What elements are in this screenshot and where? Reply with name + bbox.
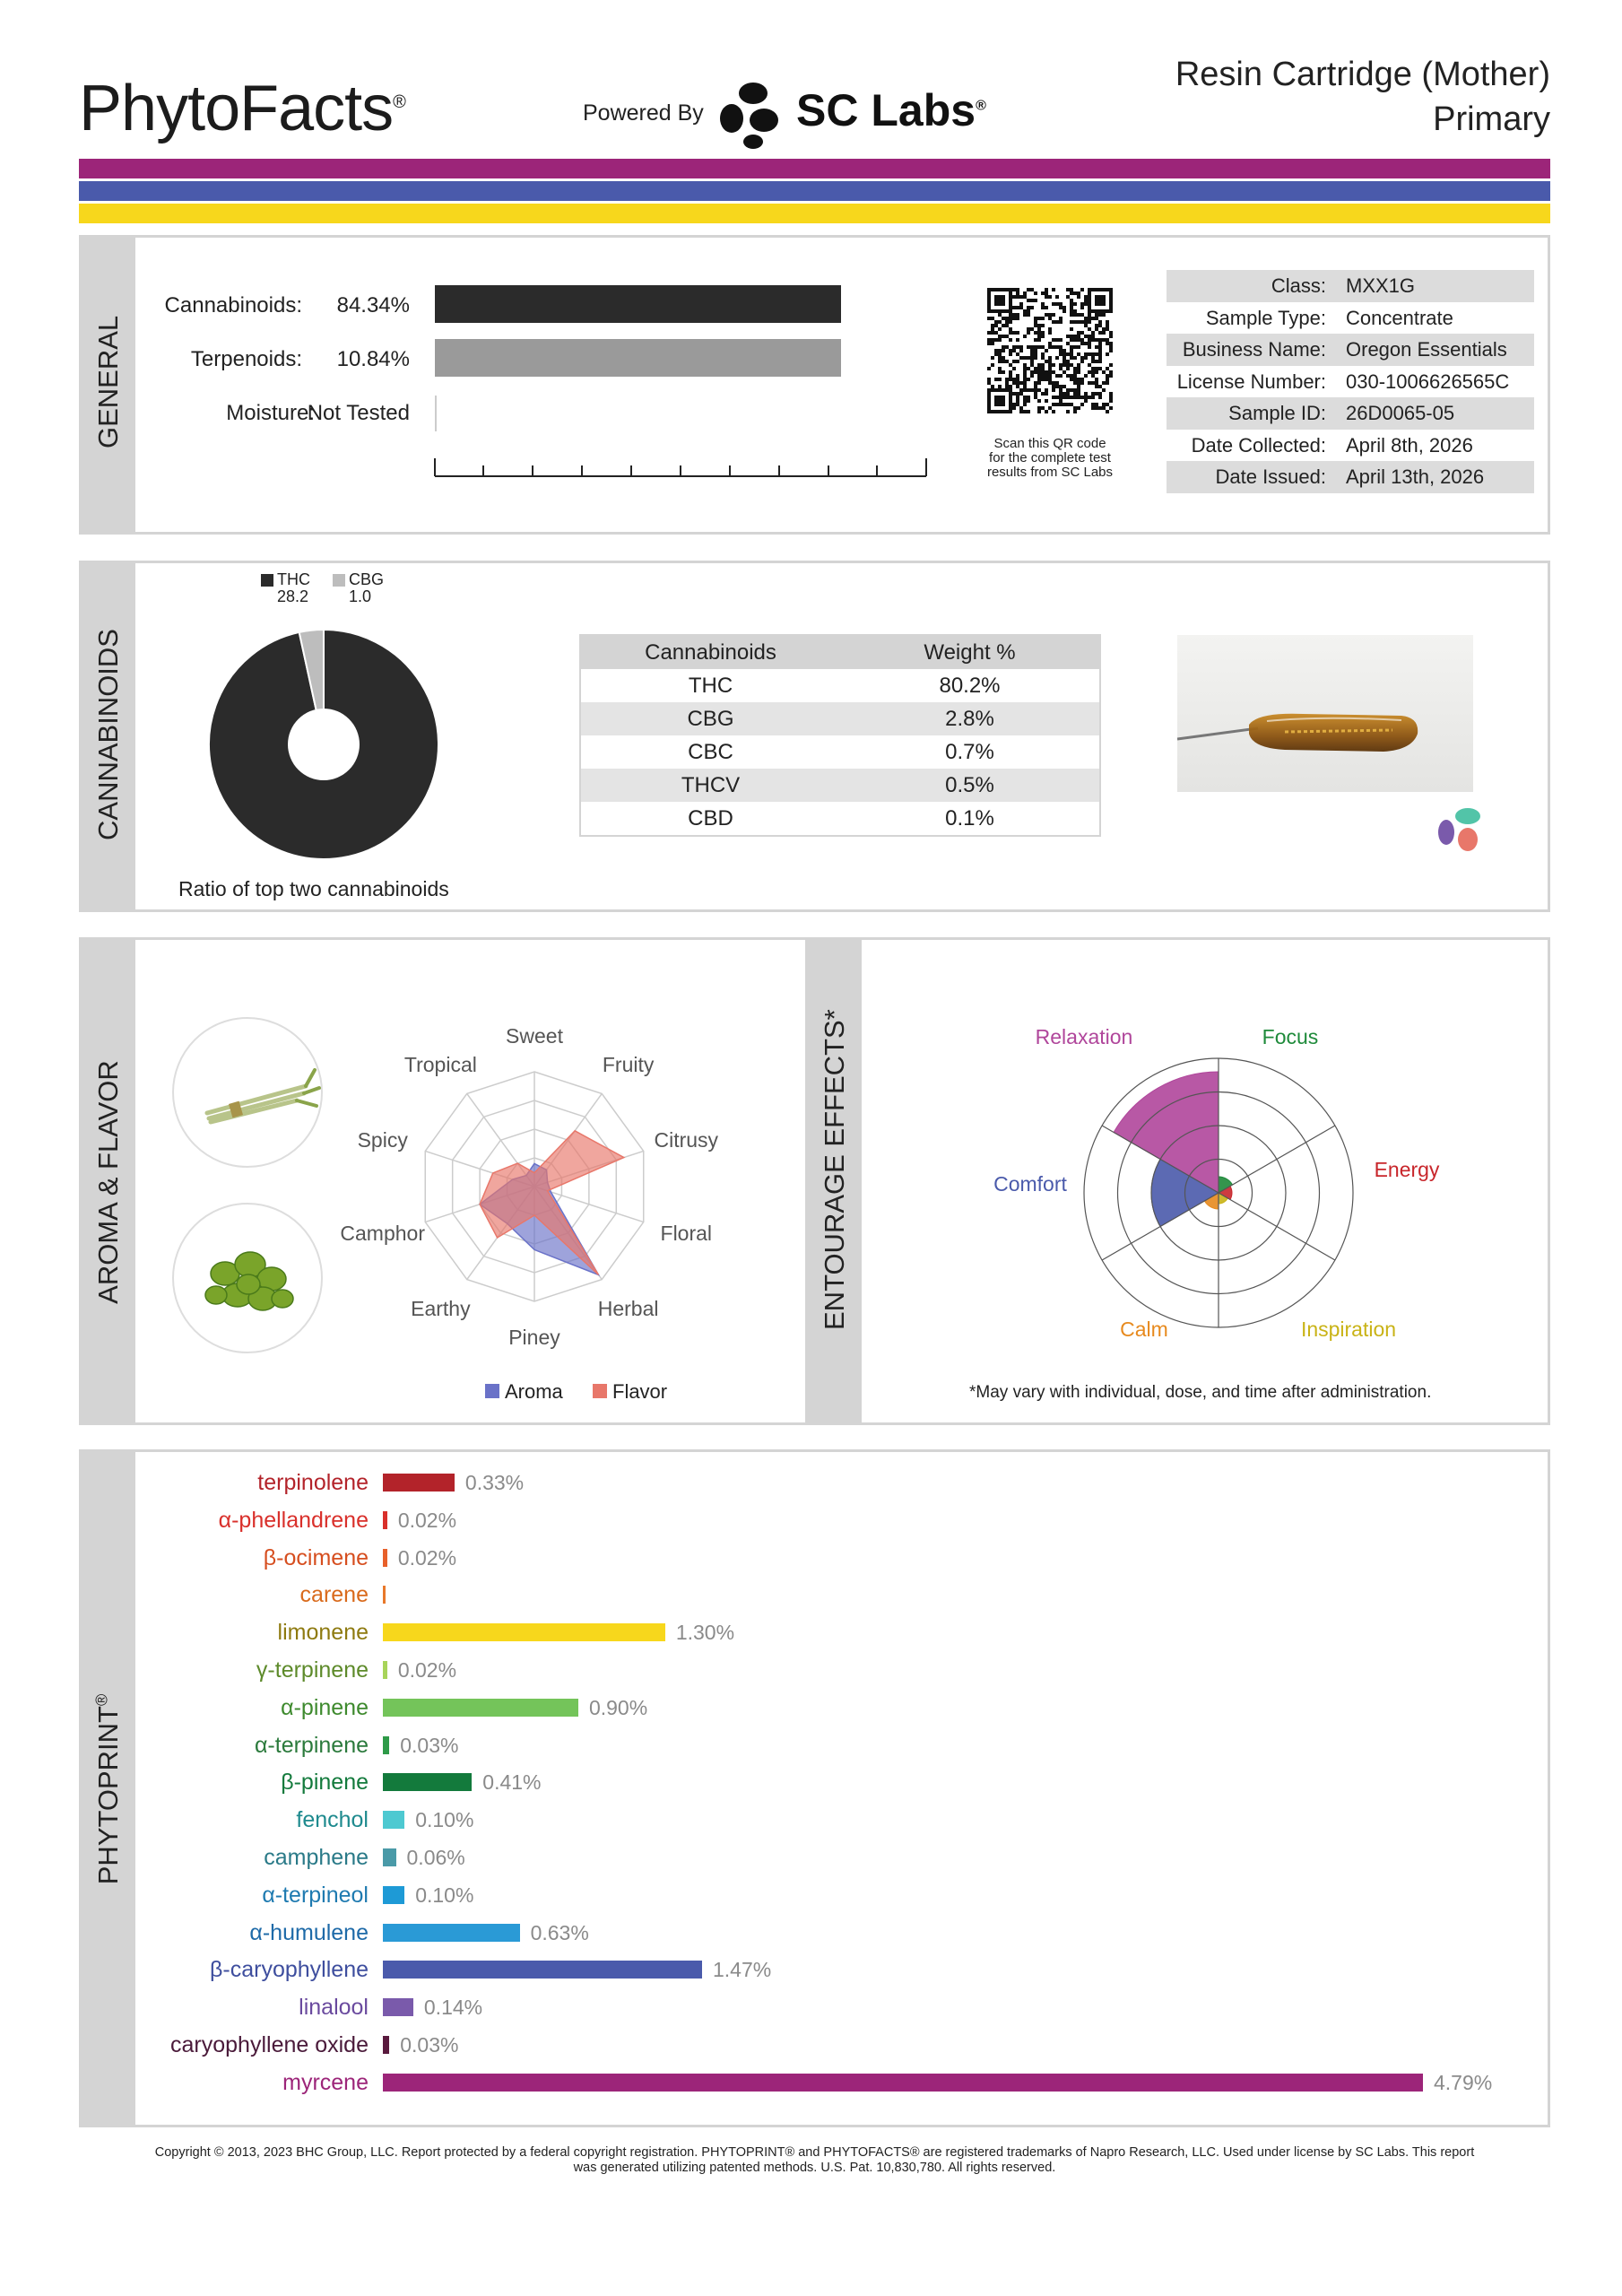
terpene-value: 1.47% bbox=[712, 1958, 772, 1982]
terpene-value: 0.03% bbox=[400, 1733, 459, 1757]
cannabinoids-label: Cannabinoids: bbox=[164, 293, 302, 317]
terpene-bar bbox=[383, 1699, 578, 1717]
legend-aroma-swatch bbox=[485, 1384, 499, 1398]
terpenoids-value: 10.84% bbox=[336, 347, 410, 371]
meta-row bbox=[1167, 366, 1534, 398]
terpene-label: β-ocimene bbox=[263, 1544, 369, 1570]
terpene-bar bbox=[383, 1586, 386, 1604]
aroma-section-label: AROMA & FLAVOR bbox=[92, 1060, 124, 1304]
phytoprint-section-label: PHYTOPRINT® bbox=[92, 1693, 124, 1885]
terpene-bar bbox=[383, 1811, 404, 1829]
table-cell: THC bbox=[688, 673, 733, 698]
ratio-donut-chart bbox=[207, 628, 440, 861]
meta-key: Sample ID: bbox=[1228, 402, 1326, 424]
legend-thc-swatch bbox=[261, 574, 273, 587]
table-header-cell: Weight % bbox=[924, 639, 1016, 665]
radar-axis-label: Tropical bbox=[403, 1053, 477, 1077]
aroma-panel bbox=[79, 937, 813, 1425]
terpene-value: 4.79% bbox=[1434, 2070, 1493, 2094]
terpene-value: 0.06% bbox=[406, 1846, 465, 1869]
sc-labs-logo: SC Labs® bbox=[796, 85, 986, 135]
terpene-value: 0.10% bbox=[415, 1808, 474, 1832]
table-row bbox=[581, 769, 1099, 802]
radar-axis-label: Fruity bbox=[602, 1053, 655, 1077]
ratio-caption: Ratio of top two cannabinoids bbox=[178, 877, 449, 900]
table-row bbox=[581, 802, 1099, 835]
entourage-effects-chart bbox=[978, 994, 1516, 1352]
radar-axis-label: Herbal bbox=[597, 1296, 659, 1320]
effect-label-focus: Focus bbox=[1262, 1025, 1319, 1048]
table-header bbox=[581, 636, 1099, 669]
cannabinoids-side bbox=[82, 563, 135, 909]
terpene-label: camphene bbox=[264, 1845, 369, 1870]
copyright-notice: Copyright © 2013, 2023 BHC Group, LLC. Report protected by a federal copyright registration. PHYTOPRINT® and PHYTOFACTS® are registered trademarks of Napro Research, LLC. Used under license by SC Labs. This report was generated utilizing patented methods. U.S. Pat. 10,830,780. All rights reserved. bbox=[154, 2145, 1475, 2175]
radar-axis-label: Sweet bbox=[506, 1024, 563, 1048]
table-cell: CBC bbox=[688, 739, 733, 764]
terpene-label: α-phellandrene bbox=[218, 1507, 369, 1533]
terpene-label: β-pinene bbox=[281, 1770, 369, 1796]
terpene-value: 0.03% bbox=[400, 2033, 459, 2057]
effect-label-relaxation: Relaxation bbox=[1035, 1025, 1133, 1048]
stripe-magenta bbox=[79, 159, 1550, 178]
terpene-value: 0.63% bbox=[530, 1920, 589, 1944]
terpene-bar-chart bbox=[82, 1452, 1548, 2125]
cannabinoids-panel bbox=[79, 561, 1550, 912]
legend-flavor-swatch bbox=[593, 1384, 607, 1398]
meta-value: 26D0065-05 bbox=[1346, 402, 1455, 424]
terpene-label: linalool bbox=[299, 1995, 369, 2021]
terpene-label: α-pinene bbox=[281, 1694, 369, 1720]
table-header-cell: Cannabinoids bbox=[645, 639, 776, 665]
moisture-value: Not Tested bbox=[307, 401, 410, 425]
terpene-bar bbox=[383, 1998, 413, 2016]
table-cell: CBD bbox=[688, 805, 733, 831]
radar-axis-label: Floral bbox=[660, 1221, 713, 1245]
terpene-label: caryophyllene oxide bbox=[170, 2032, 369, 2057]
terpene-bar bbox=[383, 1961, 702, 1979]
phytoprint-panel bbox=[79, 1449, 1550, 2127]
effects-spoke bbox=[1219, 1126, 1335, 1193]
cannabinoids-value: 84.34% bbox=[336, 293, 410, 317]
terpene-value: 1.30% bbox=[675, 1621, 735, 1645]
meta-row bbox=[1167, 334, 1534, 366]
legend-flavor: Flavor bbox=[612, 1380, 668, 1403]
aroma-flavor-radar-chart bbox=[297, 989, 763, 1384]
table-row bbox=[581, 735, 1099, 769]
moisture-bar bbox=[435, 396, 437, 431]
meta-key: Sample Type: bbox=[1205, 306, 1326, 329]
effects-section-label: ENTOURAGE EFFECTS* bbox=[819, 1009, 850, 1330]
terpene-value: 0.02% bbox=[397, 1658, 457, 1682]
legend-cbg-swatch bbox=[333, 574, 345, 587]
table-cell: CBG bbox=[687, 706, 734, 731]
terpene-bar bbox=[383, 1736, 389, 1754]
terpene-value: 0.90% bbox=[588, 1695, 648, 1719]
terpene-value: 0.02% bbox=[397, 1545, 457, 1570]
stripe-yellow bbox=[79, 204, 1550, 223]
stripe-blue bbox=[79, 181, 1550, 201]
terpene-bar bbox=[383, 1511, 387, 1529]
meta-key: Class: bbox=[1271, 274, 1326, 297]
general-panel bbox=[79, 235, 1550, 535]
legend-thc: THC 28.2 bbox=[277, 570, 310, 605]
powered-by-label: Powered By bbox=[583, 100, 704, 126]
general-section-label: GENERAL bbox=[92, 315, 124, 448]
terpene-label: α-terpinene bbox=[254, 1732, 369, 1758]
table-row bbox=[581, 669, 1099, 702]
meta-value: 030-1006626565C bbox=[1346, 370, 1510, 393]
terpene-bar bbox=[383, 2074, 1423, 2092]
general-side bbox=[82, 238, 135, 532]
moisture-label: Moisture: bbox=[226, 401, 315, 425]
effect-label-energy: Energy bbox=[1374, 1158, 1440, 1181]
terpene-bar bbox=[383, 1886, 404, 1904]
table-cell: 0.1% bbox=[945, 805, 994, 831]
cannabinoids-section-label: CANNABINOIDS bbox=[92, 629, 124, 840]
effect-label-inspiration: Inspiration bbox=[1300, 1318, 1397, 1341]
meta-key: Business Name: bbox=[1182, 338, 1326, 361]
terpene-label: limonene bbox=[277, 1620, 369, 1646]
terpene-value: 0.41% bbox=[482, 1770, 542, 1795]
terpene-label: fenchol bbox=[296, 1807, 369, 1833]
table-cell: THCV bbox=[681, 772, 741, 797]
cannabinoid-table bbox=[579, 634, 1101, 837]
terpene-value: 0.02% bbox=[397, 1508, 457, 1532]
legend-cbg: CBG 1.0 bbox=[349, 570, 385, 605]
effects-side bbox=[808, 940, 862, 1422]
effects-footnote: *May vary with individual, dose, and time after administration. bbox=[969, 1383, 1432, 1402]
meta-value: Concentrate bbox=[1346, 306, 1453, 329]
meta-value: April 8th, 2026 bbox=[1346, 433, 1473, 457]
terpene-bar bbox=[383, 1661, 387, 1679]
terpene-bar bbox=[383, 1549, 387, 1567]
sample-metadata bbox=[1167, 270, 1534, 493]
meta-value: Oregon Essentials bbox=[1346, 338, 1507, 361]
terpene-bar bbox=[383, 2036, 389, 2054]
meta-key: Date Collected: bbox=[1191, 433, 1326, 457]
table-cell: 0.7% bbox=[945, 739, 994, 764]
product-name: Resin Cartridge (Mother) bbox=[1175, 56, 1550, 93]
radar-axis-label: Camphor bbox=[340, 1221, 426, 1245]
legend-aroma: Aroma bbox=[505, 1380, 563, 1403]
terpene-bar bbox=[383, 1848, 396, 1866]
cannabinoids-bar bbox=[435, 285, 841, 323]
terpene-bar bbox=[383, 1773, 472, 1791]
terpene-label: terpinolene bbox=[257, 1470, 369, 1495]
meta-key: License Number: bbox=[1176, 370, 1326, 393]
terpenoids-bar bbox=[435, 339, 841, 377]
terpene-label: carene bbox=[299, 1582, 369, 1608]
terpene-label: α-humulene bbox=[249, 1919, 369, 1945]
meta-row bbox=[1167, 397, 1534, 430]
radar-axis-label: Piney bbox=[508, 1326, 560, 1349]
meta-value: MXX1G bbox=[1346, 274, 1416, 297]
qr-caption: Scan this QR code for the complete test results from SC Labs bbox=[986, 436, 1114, 480]
product-type: Primary bbox=[1433, 100, 1550, 138]
brand-title: PhytoFacts® bbox=[79, 73, 405, 144]
radar-axis-label: Spicy bbox=[357, 1128, 408, 1152]
donut-hole bbox=[288, 709, 360, 780]
terpene-bar bbox=[383, 1924, 520, 1942]
terpene-label: α-terpineol bbox=[262, 1882, 369, 1908]
meta-row bbox=[1167, 461, 1534, 493]
effect-label-calm: Calm bbox=[1120, 1318, 1168, 1341]
sc-labs-logo-icon bbox=[717, 81, 789, 149]
terpene-value: 0.10% bbox=[415, 1883, 474, 1907]
terpene-value: 0.14% bbox=[423, 1996, 483, 2020]
meta-row bbox=[1167, 302, 1534, 335]
sc-labs-mark-icon bbox=[1436, 805, 1486, 856]
terpene-label: γ-terpinene bbox=[256, 1657, 369, 1683]
radar-axis-label: Citrusy bbox=[654, 1128, 719, 1152]
effects-spoke bbox=[1219, 1193, 1335, 1260]
table-cell: 0.5% bbox=[945, 772, 994, 797]
table-row bbox=[581, 702, 1099, 735]
terpene-value: 0.33% bbox=[464, 1471, 525, 1494]
terpene-bar bbox=[383, 1474, 455, 1492]
resin-sample-image bbox=[1177, 635, 1473, 792]
terpene-label: myrcene bbox=[282, 2069, 369, 2095]
meta-row bbox=[1167, 430, 1534, 462]
meta-key: Date Issued: bbox=[1215, 465, 1326, 488]
terpenoids-label: Terpenoids: bbox=[190, 347, 302, 371]
general-axis bbox=[431, 453, 933, 480]
effects-panel bbox=[805, 937, 1550, 1425]
meta-value: April 13th, 2026 bbox=[1346, 465, 1485, 488]
table-cell: 80.2% bbox=[939, 673, 1001, 698]
terpene-label: β-caryophyllene bbox=[210, 1957, 369, 1983]
meta-row bbox=[1167, 270, 1534, 302]
qr-code-icon[interactable] bbox=[987, 288, 1113, 413]
radar-axis-label: Earthy bbox=[411, 1296, 471, 1320]
terpene-bar bbox=[383, 1623, 665, 1641]
aroma-side bbox=[82, 940, 135, 1422]
table-cell: 2.8% bbox=[945, 706, 994, 731]
effect-label-comfort: Comfort bbox=[993, 1172, 1067, 1196]
